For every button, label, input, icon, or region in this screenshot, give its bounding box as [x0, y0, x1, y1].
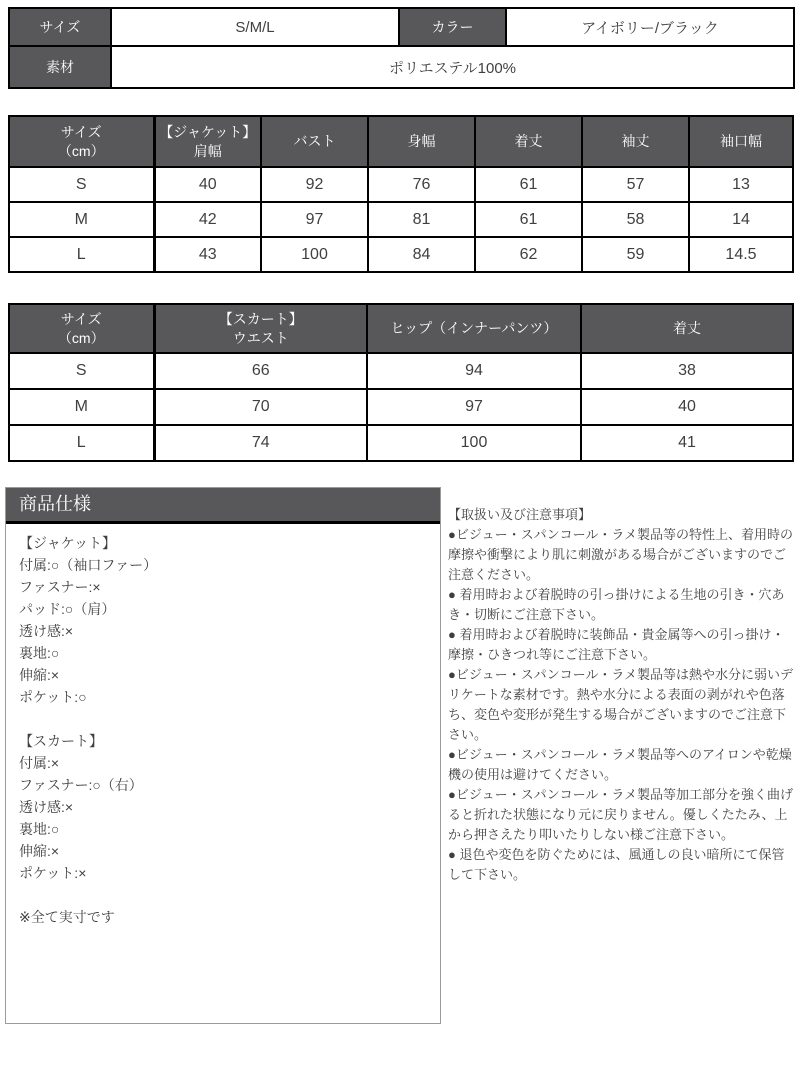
size-cell: M	[9, 202, 154, 237]
skirt-hip-header-cell: ヒップ（インナーパンツ）	[367, 304, 581, 353]
value-cell: 58	[582, 202, 689, 237]
value-cell: 92	[261, 167, 368, 202]
table-row	[9, 389, 793, 425]
spec-line: 透け感:×	[19, 623, 74, 639]
skirt-waist-header-cell	[154, 304, 367, 353]
table-header-row	[9, 116, 793, 167]
header-line: （cm）	[57, 142, 105, 159]
value-cell: 84	[368, 237, 475, 272]
color-value-cell: アイボリー/ブラック	[506, 8, 794, 46]
jacket-spec-heading: 【ジャケット】	[19, 535, 117, 551]
care-note-item: ●ビジュー・スパンコール・ラメ製品等へのアイロンや乾燥機の使用は避けてください。	[448, 747, 792, 782]
value-cell: 76	[368, 167, 475, 202]
table-header-row	[9, 304, 793, 353]
spec-line: 伸縮:×	[19, 843, 60, 859]
care-note-item: ● 着用時および着脱時の引っ掛けによる生地の引き・穴あき・切断にご注意下さい。	[448, 587, 785, 622]
value-cell: 100	[367, 425, 581, 461]
spacer	[19, 884, 428, 906]
size-label-cell: サイズ	[9, 8, 111, 46]
header-line: サイズ	[60, 310, 102, 327]
spec-line: ファスナー:×	[19, 579, 101, 595]
value-cell: 41	[581, 425, 793, 461]
table-row	[9, 425, 793, 461]
table-row	[9, 353, 793, 389]
jacket-shoulder-header-cell	[154, 116, 261, 167]
table-row	[9, 8, 794, 46]
jacket-size-header-cell	[9, 116, 154, 167]
care-note-item: ●ビジュー・スパンコール・ラメ製品等は熱や水分に弱いデリケートな素材です。熱や水分による表面の剥がれや色落ち、変色や変形が発生する場合がございますのでご注意下さい。	[448, 667, 793, 742]
value-cell: 94	[367, 353, 581, 389]
skirt-size-header-cell	[9, 304, 154, 353]
size-cell: S	[9, 167, 154, 202]
size-color-material-table	[8, 7, 795, 89]
value-cell: 81	[368, 202, 475, 237]
header-line: ウエスト	[232, 329, 289, 346]
header-line: （cm）	[57, 329, 105, 346]
care-note-item: ●ビジュー・スパンコール・ラメ製品等の特性上、着用時の摩擦や衝撃により肌に刺激がある場合がございますのでご注意ください。	[448, 527, 793, 582]
value-cell: 57	[582, 167, 689, 202]
value-cell: 40	[581, 389, 793, 425]
header-line: 肩幅	[193, 142, 222, 159]
skirt-spec-heading: 【スカート】	[19, 733, 103, 749]
table-row	[9, 202, 793, 237]
value-cell: 66	[154, 353, 367, 389]
care-note-item: ● 退色や変色を防ぐためには、風通しの良い暗所にて保管して下さい。	[448, 847, 785, 882]
care-notes-title: 【取扱い及び注意事項】	[448, 507, 592, 522]
header-line: 【ジャケット】	[159, 123, 257, 140]
table-row	[9, 46, 794, 88]
size-cell: S	[9, 353, 154, 389]
spec-line: 透け感:×	[19, 799, 74, 815]
jacket-length-header-cell: 着丈	[475, 116, 582, 167]
spec-line: 付属:×	[19, 755, 60, 771]
value-cell: 61	[475, 202, 582, 237]
value-cell: 14.5	[689, 237, 793, 272]
spec-line: 裏地:○	[19, 645, 60, 661]
value-cell: 38	[581, 353, 793, 389]
header-line: サイズ	[60, 123, 102, 140]
product-spec-title: 商品仕様	[6, 488, 440, 524]
spec-line: ポケット:○	[19, 689, 87, 705]
value-cell: 97	[261, 202, 368, 237]
material-value-cell: ポリエステル100%	[111, 46, 794, 88]
size-cell: L	[9, 237, 154, 272]
size-cell: M	[9, 389, 154, 425]
skirt-length-header-cell: 着丈	[581, 304, 793, 353]
care-notes-panel	[448, 505, 795, 885]
material-label-cell: 素材	[9, 46, 111, 88]
value-cell: 70	[154, 389, 367, 425]
jacket-sleeve-header-cell: 袖丈	[582, 116, 689, 167]
spec-line: パッド:○（肩）	[19, 601, 116, 617]
value-cell: 61	[475, 167, 582, 202]
spec-line: 付属:○（袖口ファー）	[19, 557, 158, 573]
spec-line: 伸縮:×	[19, 667, 60, 683]
header-line: 【スカート】	[218, 310, 303, 327]
care-note-item: ●ビジュー・スパンコール・ラメ製品等加工部分を強く曲げると折れた状態になり元に戻りません。優しくたたみ、上から押さえたり叩いたりしない様ご注意下さい。	[448, 787, 793, 842]
value-cell: 40	[154, 167, 261, 202]
value-cell: 43	[154, 237, 261, 272]
jacket-width-header-cell: 身幅	[368, 116, 475, 167]
value-cell: 74	[154, 425, 367, 461]
jacket-measurements-table	[8, 115, 794, 273]
spec-line: ポケット:×	[19, 865, 87, 881]
value-cell: 59	[582, 237, 689, 272]
value-cell: 42	[154, 202, 261, 237]
jacket-cuff-header-cell: 袖口幅	[689, 116, 793, 167]
value-cell: 100	[261, 237, 368, 272]
table-row	[9, 167, 793, 202]
value-cell: 14	[689, 202, 793, 237]
care-note-item: ● 着用時および着脱時に装飾品・貴金属等への引っ掛け・摩擦・ひきつれ等にご注意下さい。	[448, 627, 785, 662]
size-cell: L	[9, 425, 154, 461]
table-row	[9, 237, 793, 272]
color-label-cell: カラー	[399, 8, 506, 46]
spacer	[19, 708, 428, 730]
spec-line: ファスナー:○（右）	[19, 777, 143, 793]
size-value-cell: S/M/L	[111, 8, 399, 46]
value-cell: 62	[475, 237, 582, 272]
spec-footnote: ※全て実寸です	[19, 909, 115, 925]
value-cell: 97	[367, 389, 581, 425]
jacket-bust-header-cell: バスト	[261, 116, 368, 167]
skirt-measurements-table	[8, 303, 794, 462]
spec-line: 裏地:○	[19, 821, 60, 837]
product-spec-panel	[5, 487, 441, 1024]
product-spec-content	[6, 524, 440, 928]
value-cell: 13	[689, 167, 793, 202]
